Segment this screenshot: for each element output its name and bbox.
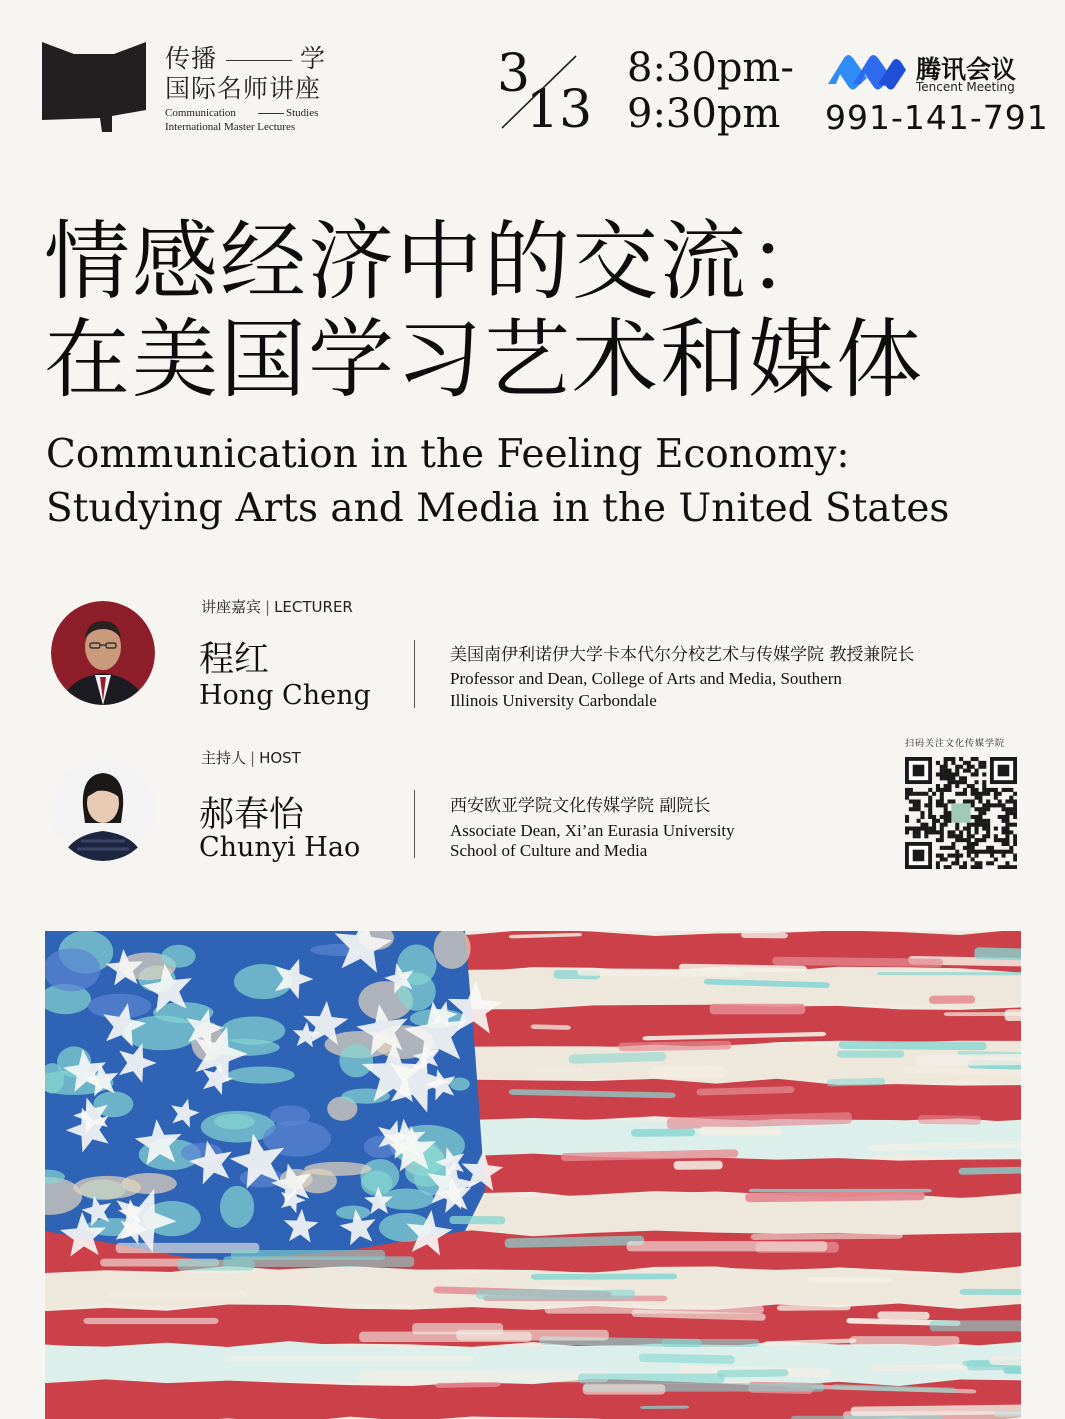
lecturer-role-label [201, 596, 353, 617]
title-en-line1: Communication in the Feeling Economy: [46, 432, 850, 477]
host-role-cn: 主持人 [201, 749, 247, 767]
lecturer-avatar [51, 601, 155, 705]
organizer-name-en-line2: International Master Lectures [165, 121, 296, 133]
organizer-name-cn-line1: 传播 [165, 44, 218, 73]
meeting-platform-cn: 腾讯会议 [916, 55, 1017, 84]
organizer-en-divider [258, 113, 284, 114]
event-month: 3 [497, 44, 531, 104]
lecturer-divider [414, 640, 415, 708]
host-name-cn: 郝春怡 [199, 795, 305, 835]
organizer-name-en-line1-left: Communication [165, 107, 236, 119]
lecturer-name-en: Hong Cheng [199, 680, 371, 711]
host-divider [414, 790, 415, 858]
organizer-name-cn-line1-right: 学 [300, 44, 327, 73]
lecturer-name-cn: 程红 [199, 640, 270, 680]
event-day: 13 [526, 80, 593, 140]
flag-painting-image [45, 931, 1021, 1419]
host-avatar [51, 757, 155, 861]
organizer-name-en-line1-right: Studies [286, 107, 319, 119]
qr-code[interactable] [905, 757, 1017, 869]
host-role-en: HOST [259, 749, 301, 767]
role-separator: | [250, 749, 256, 767]
host-name-en: Chunyi Hao [199, 832, 361, 863]
host-affiliation-cn: 西安欧亚学院文化传媒学院 副院长 [450, 796, 711, 816]
tencent-meeting-icon [826, 52, 908, 92]
host-role-label [201, 747, 301, 768]
organizer-name-cn-line2: 国际名师讲座 [165, 74, 322, 103]
title-en-line2: Studying Arts and Media in the United States [46, 486, 950, 531]
title-cn-line2: 在美国学习艺术和媒体 [44, 310, 924, 410]
lecturer-role-en: LECTURER [274, 598, 353, 616]
qr-caption: 扫码关注文化传媒学院 [905, 739, 1006, 749]
lecturer-affiliation-en-line2: Illinois University Carbondale [450, 691, 657, 710]
organizer-divider-line [226, 60, 292, 61]
role-separator: | [265, 598, 271, 616]
meeting-platform-en: Tencent Meeting [916, 80, 1015, 94]
lecturer-affiliation-en-line1: Professor and Dean, College of Arts and Media, Southern [450, 669, 842, 688]
lecturer-affiliation-cn: 美国南伊利诺伊大学卡本代尔分校艺术与传媒学院 教授兼院长 [450, 645, 915, 665]
host-affiliation-en-line1: Associate Dean, Xi’an Eurasia University [450, 821, 735, 840]
title-cn-line1: 情感经济中的交流： [44, 212, 836, 312]
event-time-start: 8:30pm- [627, 45, 794, 91]
meeting-id: 991-141-791 [825, 98, 1049, 137]
organizer-logo-icon [42, 42, 146, 132]
lecturer-role-cn: 讲座嘉宾 [201, 598, 262, 616]
host-affiliation-en-line2: School of Culture and Media [450, 841, 648, 860]
event-time-end: 9:30pm [627, 91, 781, 137]
